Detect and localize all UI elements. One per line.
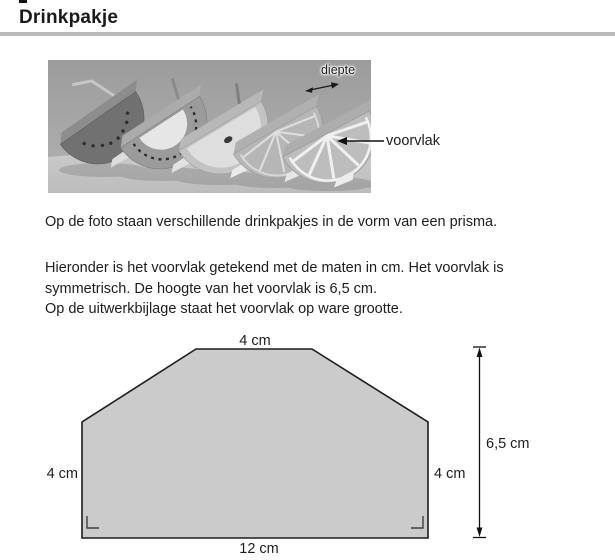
drink-cartons-photo (48, 60, 371, 193)
measurement-top: 4 cm (239, 333, 271, 349)
voorvlak-label: voorvlak (386, 133, 440, 149)
page-title: Drinkpakje (19, 7, 119, 28)
scan-artifact (19, 0, 27, 3)
diepte-label: diepte (320, 63, 356, 77)
measurement-right: 4 cm (434, 466, 466, 482)
photo-illustration (48, 60, 371, 193)
paragraph-line: symmetrisch. De hoogte van het voorvlak is 6,5 cm. (45, 280, 378, 297)
measurement-height: 6,5 cm (486, 436, 530, 452)
voorvlak-shape (82, 349, 428, 538)
voorvlak-diagram (40, 330, 540, 560)
paragraph-instructions (45, 258, 585, 320)
height-dimension-arrow (473, 347, 486, 538)
measurement-bottom: 12 cm (239, 541, 279, 557)
title-divider (0, 32, 615, 36)
paragraph-line: Hieronder is het voorvlak getekend met de maten in cm. Het voorvlak is (45, 260, 504, 276)
voorvlak-arrow (334, 135, 386, 147)
measurement-left: 4 cm (46, 466, 78, 482)
paragraph-intro: Op de foto staan verschillende drinkpakjes in de vorm van een prisma. (45, 214, 498, 230)
paragraph-line: Op de uitwerkbijlage staat het voorvlak op ware grootte. (45, 301, 403, 317)
